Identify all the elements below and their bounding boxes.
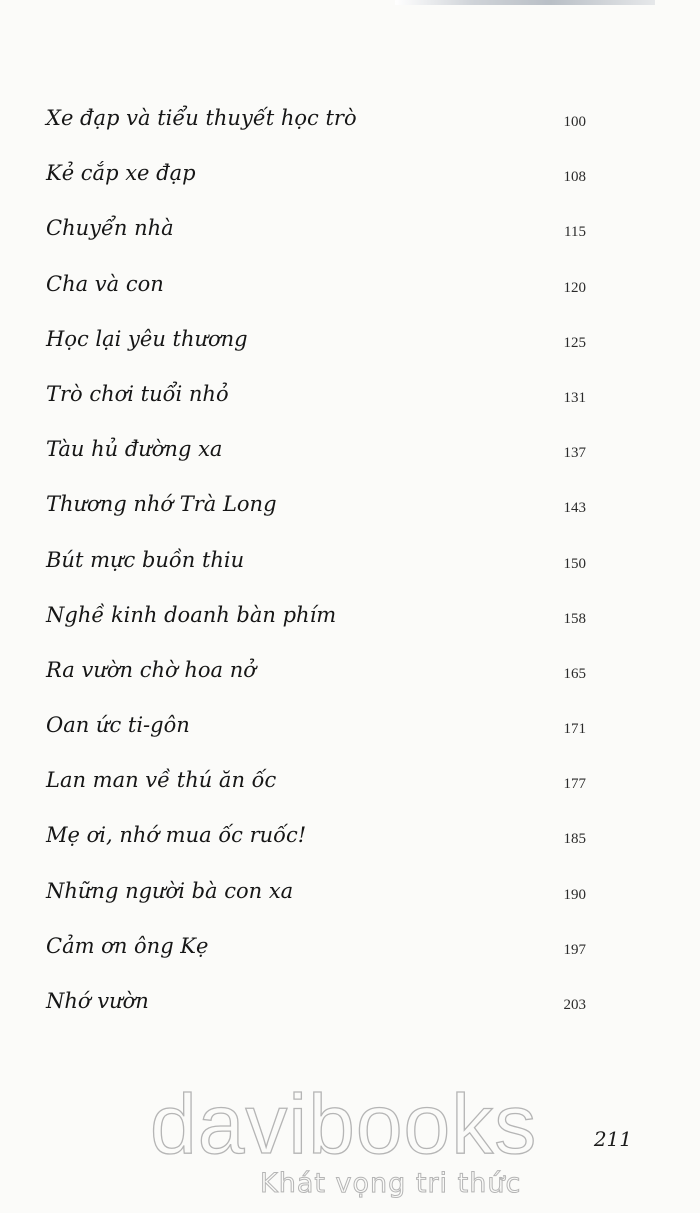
toc-entry-title: Học lại yêu thương (46, 326, 248, 351)
toc-entry (46, 865, 586, 920)
publisher-watermark (150, 1077, 570, 1199)
toc-entry-title: Lan man về thú ăn ốc (46, 768, 277, 793)
toc-entry-title: Mẹ ơi, nhớ mua ốc ruốc! (46, 823, 307, 848)
toc-entry (46, 920, 586, 975)
toc-entry-page: 143 (563, 500, 586, 517)
watermark-slogan: Khát vọng tri thức (260, 1168, 522, 1199)
toc-entry-title: Ra vườn chờ hoa nở (46, 657, 256, 682)
toc-entry-title: Những người bà con xa (46, 878, 294, 903)
toc-entry (46, 809, 586, 864)
toc-entry-page: 115 (564, 224, 586, 241)
toc-entry-page: 125 (563, 334, 586, 351)
toc-entry-page: 165 (563, 665, 586, 682)
toc-entry (46, 644, 586, 699)
toc-entry (46, 313, 586, 368)
toc-entry-title: Chuyển nhà (46, 216, 174, 241)
toc-entry-page: 190 (563, 886, 586, 903)
toc-entry-title: Thương nhớ Trà Long (46, 492, 277, 517)
toc-entry-page: 203 (563, 997, 586, 1013)
toc-entry-page: 185 (563, 831, 586, 848)
toc-entry (46, 589, 586, 644)
toc-entry-title: Trò chơi tuổi nhỏ (46, 381, 229, 406)
toc-entry-title: Xe đạp và tiểu thuyết học trò (46, 106, 357, 130)
toc-entry-page: 108 (563, 169, 586, 186)
toc-entry-page: 100 (563, 114, 586, 130)
toc-entry-title: Kẻ cắp xe đạp (46, 161, 196, 186)
watermark-logo-text: davibooks (150, 1077, 538, 1171)
toc-entry (46, 754, 586, 809)
toc-entry (46, 202, 586, 257)
toc-entry-page: 137 (563, 445, 586, 462)
toc-entry (46, 534, 586, 589)
toc-entry-title: Bút mực buồn thiu (46, 547, 245, 572)
table-of-contents (46, 92, 586, 1030)
toc-entry-title: Tàu hủ đường xa (46, 437, 223, 462)
toc-entry-page: 158 (563, 610, 586, 627)
toc-entry (46, 147, 586, 202)
toc-entry (46, 975, 586, 1030)
page-number: 211 (593, 1127, 632, 1151)
toc-entry-title: Oan ức ti-gôn (46, 713, 190, 738)
toc-entry (46, 258, 586, 313)
toc-entry (46, 478, 586, 533)
toc-entry-title: Nghề kinh doanh bàn phím (46, 602, 337, 627)
toc-entry-title: Cha và con (46, 271, 164, 296)
toc-entry-page: 150 (563, 555, 586, 572)
toc-entry (46, 368, 586, 423)
toc-entry (46, 92, 586, 147)
toc-entry (46, 423, 586, 478)
toc-entry-page: 120 (563, 279, 586, 296)
toc-entry-page: 131 (563, 389, 586, 406)
toc-entry-title: Nhớ vườn (46, 989, 149, 1013)
toc-entry-page: 197 (563, 941, 586, 958)
toc-entry-title: Cảm ơn ông Kẹ (46, 933, 209, 958)
toc-entry (46, 699, 586, 754)
top-edge-mark (395, 0, 655, 5)
toc-entry-page: 177 (563, 776, 586, 793)
toc-entry-page: 171 (563, 721, 586, 738)
